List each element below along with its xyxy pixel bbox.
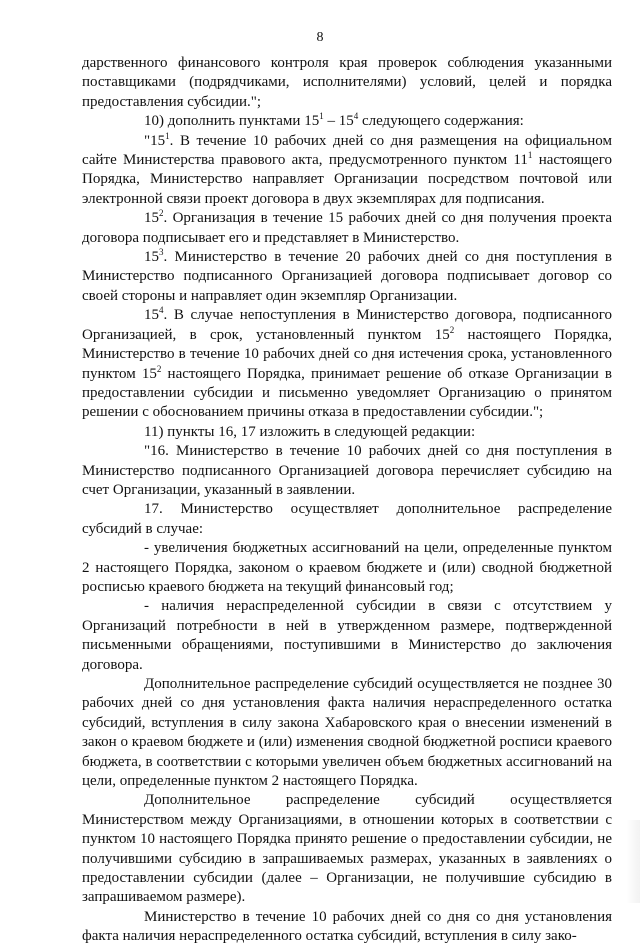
page-number: 8 xyxy=(316,30,324,45)
paragraph-p12 xyxy=(82,675,612,791)
paragraph-text: настоящего Порядка, принимает решение об отказе Организации в предоставлении субсидии и письменно уведомляет Организацию о принятом решении с обоснованием причины отказа в предоставлении субсидии."; xyxy=(82,365,612,421)
paragraph-text: – 15 xyxy=(323,113,354,130)
paragraph-text: - наличия нераспределенной субсидии в связи с отсутствием у Организаций потребности в ней в утвержденном размере, подтвержденной письменными обращениями, поступившими в Министерство до заключения договора. xyxy=(82,598,612,673)
paragraph-text: настоящего Порядка, Министерство в течение 10 рабочих дней со дня истечения срока, установленного пунктом 15 xyxy=(82,326,613,382)
paragraph-p1 xyxy=(82,54,612,112)
paragraph-text: . Министерство в течение 20 рабочих дней со дня поступления в Министерство подписанного Организацией договора подписывает договор со своей стороны и направляет один экземпляр Организации. xyxy=(82,249,612,304)
paragraph-text: . В случае непоступления в Министерство договора, подписанного Организацией, в срок, установленный пунктом 15 xyxy=(82,307,612,343)
paragraph-text: 15 xyxy=(144,307,159,324)
paragraph-text: 17. Министерство осуществляет дополнительное распределение субсидий в случае: xyxy=(82,501,612,537)
paragraph-p7 xyxy=(82,423,612,442)
paragraph-text: "16. Министерство в течение 10 рабочих дней со дня поступления в Министерство подписанного Организацией договора перечисляет субсидию на счет Организации, указанный в заявлении. xyxy=(82,443,612,498)
paragraph-text: "15 xyxy=(144,132,166,149)
superscript: 4 xyxy=(353,111,359,122)
paragraph-text: Министерство в течение 10 рабочих дней со дня со дня установления факта наличия нераспределенного остатка субсидий, вступления в силу зако- xyxy=(82,908,612,945)
scan-edge-shadow xyxy=(626,820,640,903)
superscript: 4 xyxy=(159,305,164,316)
superscript: 1 xyxy=(527,150,533,161)
paragraph-p2 xyxy=(82,112,612,131)
superscript: 1 xyxy=(165,130,170,141)
paragraph-text: Дополнительное распределение субсидий осуществляется не позднее 30 рабочих дней со дня установления факта наличия нераспределенного остатка субсидий, вступления в силу закона Хабаровского края о внесении изменений в закон о краевом бюджете и (или) изменения сводной бюджетной росписи краевого бюджета, в соответствии с которыми увеличен объем бюджетных ассигнований на цели, определенные пунктом 2 настоящего Порядка. xyxy=(82,676,612,790)
paragraph-text: Дополнительное распределение субсидий осуществляется Министерством между Организациями, в отношении которых в соответствии с пунктом 10 настоящего Порядка принято решение о предоставлении субсидии, не получившими субсидию в запрашиваемых размерах, указанных в заявлениях о предоставлении субсидии (далее – Организации, не получившие субсидию в запрашиваемом размере). xyxy=(82,792,612,906)
superscript: 2 xyxy=(449,324,455,335)
paragraph-p13 xyxy=(82,791,612,907)
paragraph-p8 xyxy=(82,442,612,500)
superscript: 2 xyxy=(159,208,164,219)
superscript: 1 xyxy=(319,111,324,122)
paragraph-text: . Организация в течение 15 рабочих дней со дня получения проекта договора подписывает его и представляет в Министерство. xyxy=(82,210,612,246)
paragraph-text: 11) пункты 16, 17 изложить в следующей редакции: xyxy=(144,423,476,440)
paragraph-text: 10) дополнить пунктами 15 xyxy=(144,113,320,130)
paragraph-p10 xyxy=(82,539,612,597)
paragraph-text: - увеличения бюджетных ассигнований на цели, определенные пунктом 2 настоящего Порядка, законом о краевом бюджете и (или) сводной бюджетной росписью краевого бюджета на текущий финансовый год; xyxy=(82,540,612,595)
superscript: 2 xyxy=(156,363,162,374)
paragraph-p4 xyxy=(82,209,612,248)
paragraph-p6 xyxy=(82,306,612,422)
paragraph-text: следующего содержания: xyxy=(358,113,524,130)
paragraph-text: 15 xyxy=(144,210,159,227)
paragraph-text: . В течение 10 рабочих дней со дня размещения на официальном сайте Министерства правового акта, предусмотренного пунктом 11 xyxy=(82,132,612,169)
paragraph-p14 xyxy=(82,908,612,947)
paragraph-p5 xyxy=(82,248,612,306)
paragraph-p11 xyxy=(82,597,612,675)
document-body xyxy=(82,54,612,947)
paragraph-p3 xyxy=(82,132,612,210)
paragraph-text: настоящего Порядка, Министерство направляет Организации посредством почтовой или электронной связи проект договора в двух экземплярах для подписания. xyxy=(82,152,612,207)
paragraph-p9 xyxy=(82,500,612,539)
paragraph-text: дарственного финансового контроля края проверок соблюдения указанными поставщиками (подрядчиками, исполнителями) условий, целей и порядка предоставления субсидии."; xyxy=(82,55,612,110)
paragraph-text: 15 xyxy=(144,249,159,266)
superscript: 3 xyxy=(159,247,164,258)
